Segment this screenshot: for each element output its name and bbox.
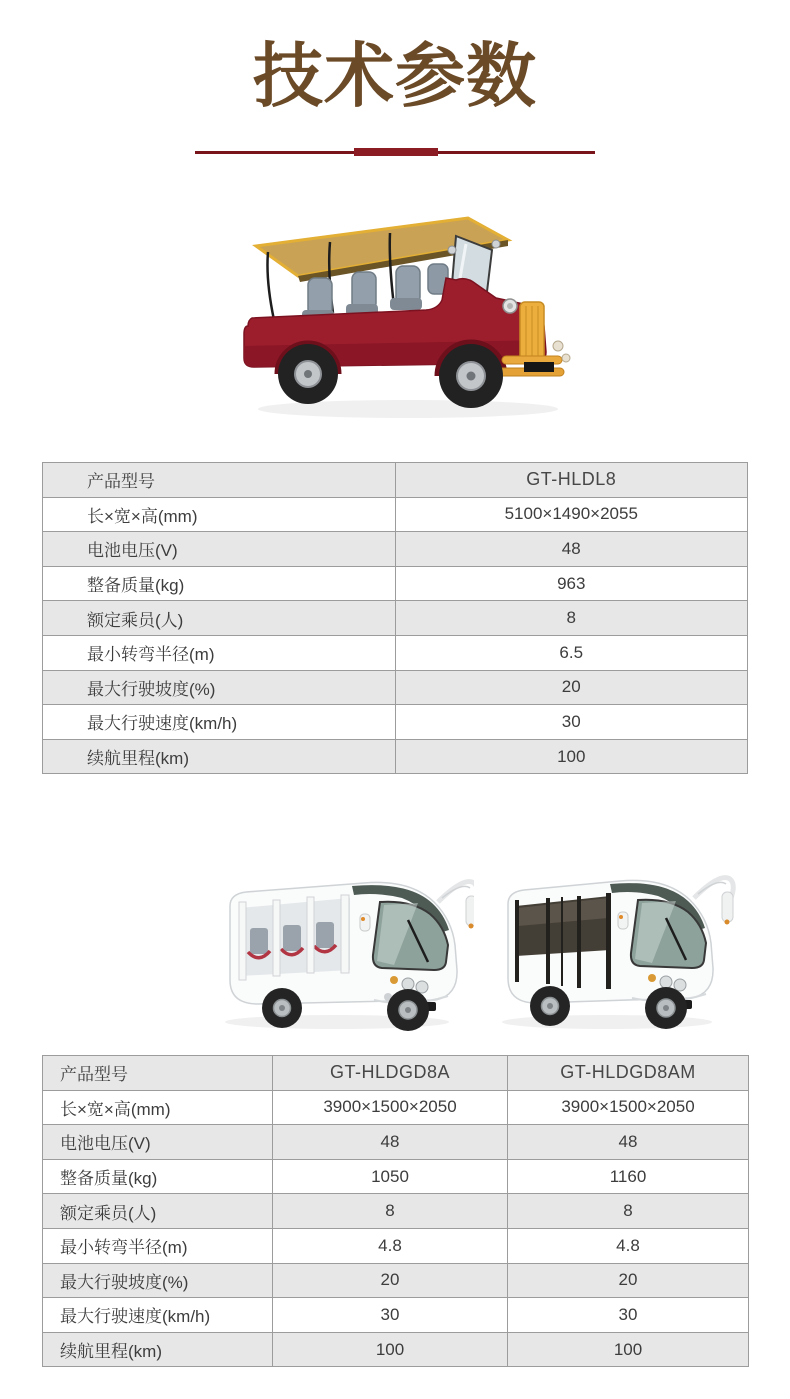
spec-label-cell: 产品型号	[43, 463, 396, 498]
table-row	[43, 1298, 749, 1333]
spec-table-gt-hldl8	[42, 462, 748, 774]
spec-value-cell: 5100×1490×2055	[395, 497, 748, 532]
table-row	[43, 1056, 749, 1091]
spec-value-cell: 1160	[508, 1159, 749, 1194]
spec-value-cell: 3900×1500×2050	[508, 1090, 749, 1125]
spec-label-cell: 长×宽×高(mm)	[43, 497, 396, 532]
spec-model-cell: GT-HLDGD8A	[273, 1056, 508, 1091]
spec-value-cell: 30	[395, 705, 748, 740]
bus-rear-wheel	[262, 988, 302, 1028]
spec-value-cell: 8	[273, 1194, 508, 1229]
spec-value-cell: 20	[395, 670, 748, 705]
spec-value-cell: 100	[508, 1332, 749, 1367]
table-row	[43, 1159, 749, 1194]
spec-model-cell: GT-HLDGD8AM	[508, 1056, 749, 1091]
spec-label-cell: 额定乘员(人)	[43, 1194, 273, 1229]
spec-label-cell: 最大行驶坡度(%)	[43, 1263, 273, 1298]
table-row	[43, 1194, 749, 1229]
spec-label-cell: 最大行驶速度(km/h)	[43, 1298, 273, 1333]
page-title: 技术参数	[253, 37, 537, 115]
spec-value-cell: 100	[395, 739, 748, 774]
table-row	[43, 635, 748, 670]
bus-mirror	[360, 914, 370, 931]
spec-label-cell: 最小转弯半径(m)	[43, 1228, 273, 1263]
spec-value-cell: 8	[508, 1194, 749, 1229]
table-row	[43, 1228, 749, 1263]
table-row	[43, 566, 748, 601]
bus-headlight	[402, 978, 414, 990]
bus-front-wheel	[387, 989, 429, 1031]
spec-value-cell: 4.8	[273, 1228, 508, 1263]
spec-value-cell: 1050	[273, 1159, 508, 1194]
spec-label-cell: 续航里程(km)	[43, 1332, 273, 1367]
spec-label-cell: 整备质量(kg)	[43, 1159, 273, 1194]
spec-value-cell: 6.5	[395, 635, 748, 670]
bus-mirror	[618, 912, 628, 929]
table-row	[43, 1332, 749, 1367]
spec-label-cell: 产品型号	[43, 1056, 273, 1091]
spec-table-gt-hldgd8	[42, 1055, 749, 1367]
spec-value-cell: 3900×1500×2050	[273, 1090, 508, 1125]
spec-value-cell: 20	[508, 1263, 749, 1298]
table-row	[43, 1125, 749, 1160]
car-plate	[524, 362, 554, 372]
table-row	[43, 739, 748, 774]
spec-value-cell: 48	[395, 532, 748, 567]
table-row	[43, 705, 748, 740]
spec-value-cell: 4.8	[508, 1228, 749, 1263]
spec-label-cell: 最大行驶坡度(%)	[43, 670, 396, 705]
shuttle-bus-enclosed-image	[492, 846, 738, 1036]
table-row	[43, 601, 748, 636]
title-divider	[195, 148, 595, 157]
spec-label-cell: 续航里程(km)	[43, 739, 396, 774]
table-row	[43, 532, 748, 567]
bus-headlight	[660, 976, 672, 988]
spec-label-cell: 额定乘员(人)	[43, 601, 396, 636]
classic-car-image	[238, 206, 572, 436]
car-front-wheel	[439, 344, 503, 408]
divider-center-bar	[354, 148, 438, 156]
bus-front-wheel	[645, 987, 687, 1029]
table-row	[43, 497, 748, 532]
spec-value-cell: 8	[395, 601, 748, 636]
spec-value-cell: 48	[508, 1125, 749, 1160]
spec-label-cell: 长×宽×高(mm)	[43, 1090, 273, 1125]
spec-model-cell: GT-HLDL8	[395, 463, 748, 498]
bus-rear-wheel	[530, 986, 570, 1026]
spec-label-cell: 电池电压(V)	[43, 532, 396, 567]
spec-value-cell: 20	[273, 1263, 508, 1298]
bus-headlight	[416, 981, 428, 993]
spec-value-cell: 30	[508, 1298, 749, 1333]
spec-label-cell: 电池电压(V)	[43, 1125, 273, 1160]
bus-headlight	[674, 979, 686, 991]
spec-value-cell: 963	[395, 566, 748, 601]
car-rear-wheel	[278, 344, 338, 404]
table-row	[43, 1263, 749, 1298]
spec-label-cell: 整备质量(kg)	[43, 566, 396, 601]
spec-value-cell: 48	[273, 1125, 508, 1160]
spec-label-cell: 最小转弯半径(m)	[43, 635, 396, 670]
spec-label-cell: 最大行驶速度(km/h)	[43, 705, 396, 740]
table-row	[43, 463, 748, 498]
shuttle-bus-open-image	[212, 850, 474, 1036]
spec-value-cell: 30	[273, 1298, 508, 1333]
spec-value-cell: 100	[273, 1332, 508, 1367]
table-row	[43, 1090, 749, 1125]
table-row	[43, 670, 748, 705]
